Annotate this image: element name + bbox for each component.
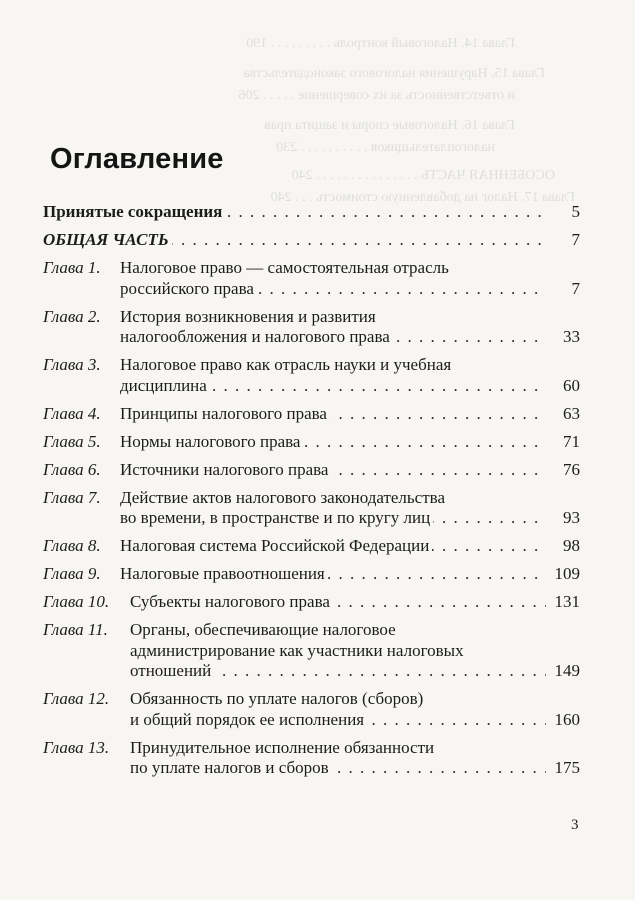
entry-title-line: администрирование как участники налоговых <box>130 641 467 660</box>
entry-page-number: 7 <box>571 230 580 249</box>
chapter-label: Глава 10. <box>43 592 110 611</box>
entry-title <box>120 404 546 425</box>
entry-title-line: ОБЩАЯ ЧАСТЬ <box>43 230 172 249</box>
chapter-label: Глава 6. <box>43 459 101 479</box>
entry-title <box>120 488 546 529</box>
page-number: 3 <box>571 817 579 833</box>
entry-page-number: 33 <box>563 327 580 346</box>
entry-page-number: 76 <box>563 459 580 479</box>
entry-page-number: 98 <box>563 536 580 555</box>
toc-entry[interactable] <box>43 738 580 779</box>
entry-title-line: Нормы налогового права <box>120 432 303 451</box>
entry-title <box>120 307 546 348</box>
entry-title <box>120 258 546 299</box>
entry-page-number: 63 <box>563 403 580 423</box>
entry-page-number: 109 <box>554 564 580 583</box>
entry-page-number: 131 <box>554 592 580 611</box>
entry-title-line: Налоговые правоотношения <box>120 564 328 583</box>
toc-entry[interactable] <box>43 258 580 299</box>
entry-title <box>120 536 546 557</box>
chapter-label: Глава 11. <box>43 620 108 639</box>
entry-title-line: Принятые сокращения <box>43 202 225 221</box>
entry-title-line: Принципы налогового права <box>120 404 330 423</box>
chapter-label: Глава 1. <box>43 258 101 277</box>
toc-entry[interactable] <box>43 536 580 557</box>
entry-page-number: 7 <box>571 278 580 298</box>
chapter-label: Глава 13. <box>43 737 110 757</box>
entry-title-line: во времени, в пространстве и по кругу лиц <box>120 508 433 527</box>
bleed-through-background: Глава 14. Налоговый контроль . . . . . . . . . 190 Глава 15. Нарушения налогового законодательства и ответственность за их совершение . . . . . 206 Глава 16. Налоговые споры и защита прав налогоплательщиков . . . . . . . . . . 230 ОСОБЕННАЯ ЧАСТЬ . . . . . . . . . . . . . . . 240 Глава 17. Налог на добавленную стоимость . . . 240 <box>238 36 575 205</box>
toc-entry[interactable] <box>43 564 580 585</box>
entry-title <box>120 460 546 481</box>
entry-title <box>120 432 546 453</box>
chapter-label: Глава 7. <box>43 487 101 507</box>
entry-title-line: налогообложения и налогового права <box>120 327 393 346</box>
toc-entry[interactable] <box>43 460 580 481</box>
toc-entry[interactable] <box>43 620 580 682</box>
chapter-label: Глава 8. <box>43 536 101 555</box>
toc-entry[interactable] <box>43 355 580 396</box>
entry-page-number: 60 <box>563 375 580 395</box>
entry-page-number: 149 <box>554 661 580 680</box>
chapter-label: Глава 9. <box>43 564 101 583</box>
entry-page-number: 175 <box>554 758 580 777</box>
toc-title: Оглавление <box>50 143 224 175</box>
entry-title <box>130 689 546 730</box>
toc-entry[interactable] <box>43 230 580 251</box>
entry-title-line: Источники налогового права <box>120 460 331 479</box>
toc-entry[interactable] <box>43 202 580 223</box>
table-of-contents <box>43 202 580 786</box>
toc-entry[interactable] <box>43 307 580 348</box>
entry-title-line: отношений <box>130 661 214 680</box>
toc-entry[interactable] <box>43 432 580 453</box>
entry-title-line: История возникновения и развития <box>120 307 379 326</box>
entry-title-line: Налоговая система Российской Федерации <box>120 536 432 555</box>
entry-title-line: российского права <box>120 279 257 298</box>
entry-title <box>130 738 546 779</box>
chapter-label: Глава 2. <box>43 306 101 326</box>
entry-title <box>120 355 546 396</box>
entry-title-line: Принудительное исполнение обязанности <box>130 738 437 757</box>
entry-page-number: 160 <box>554 709 580 729</box>
entry-title-line: Субъекты налогового права <box>130 592 333 611</box>
chapter-label: Глава 3. <box>43 355 101 374</box>
chapter-label: Глава 4. <box>43 403 101 423</box>
entry-title-line: Обязанность по уплате налогов (сборов) <box>130 689 426 708</box>
toc-entry[interactable] <box>43 689 580 730</box>
entry-title-line: и общий порядок ее исполнения <box>130 710 367 729</box>
entry-title <box>130 620 546 682</box>
entry-page-number: 5 <box>571 202 580 221</box>
entry-page-number: 93 <box>563 508 580 527</box>
toc-entry[interactable] <box>43 404 580 425</box>
toc-entry[interactable] <box>43 488 580 529</box>
entry-title-line: по уплате налогов и сборов <box>130 758 332 777</box>
chapter-label: Глава 12. <box>43 689 110 708</box>
entry-title-line: Налоговое право как отрасль науки и учебная <box>120 355 454 374</box>
entry-title <box>120 564 546 585</box>
entry-title-line: Действие актов налогового законодательства <box>120 488 448 507</box>
entry-page-number: 71 <box>563 431 580 451</box>
entry-title-line: Налоговое право — самостоятельная отрасль <box>120 258 452 277</box>
entry-title <box>43 202 546 223</box>
entry-title-line: дисциплина <box>120 376 210 395</box>
chapter-label: Глава 5. <box>43 431 101 451</box>
entry-title <box>130 592 546 613</box>
entry-title <box>43 230 546 251</box>
entry-title-line: Органы, обеспечивающие налоговое <box>130 620 399 639</box>
toc-entry[interactable] <box>43 592 580 613</box>
